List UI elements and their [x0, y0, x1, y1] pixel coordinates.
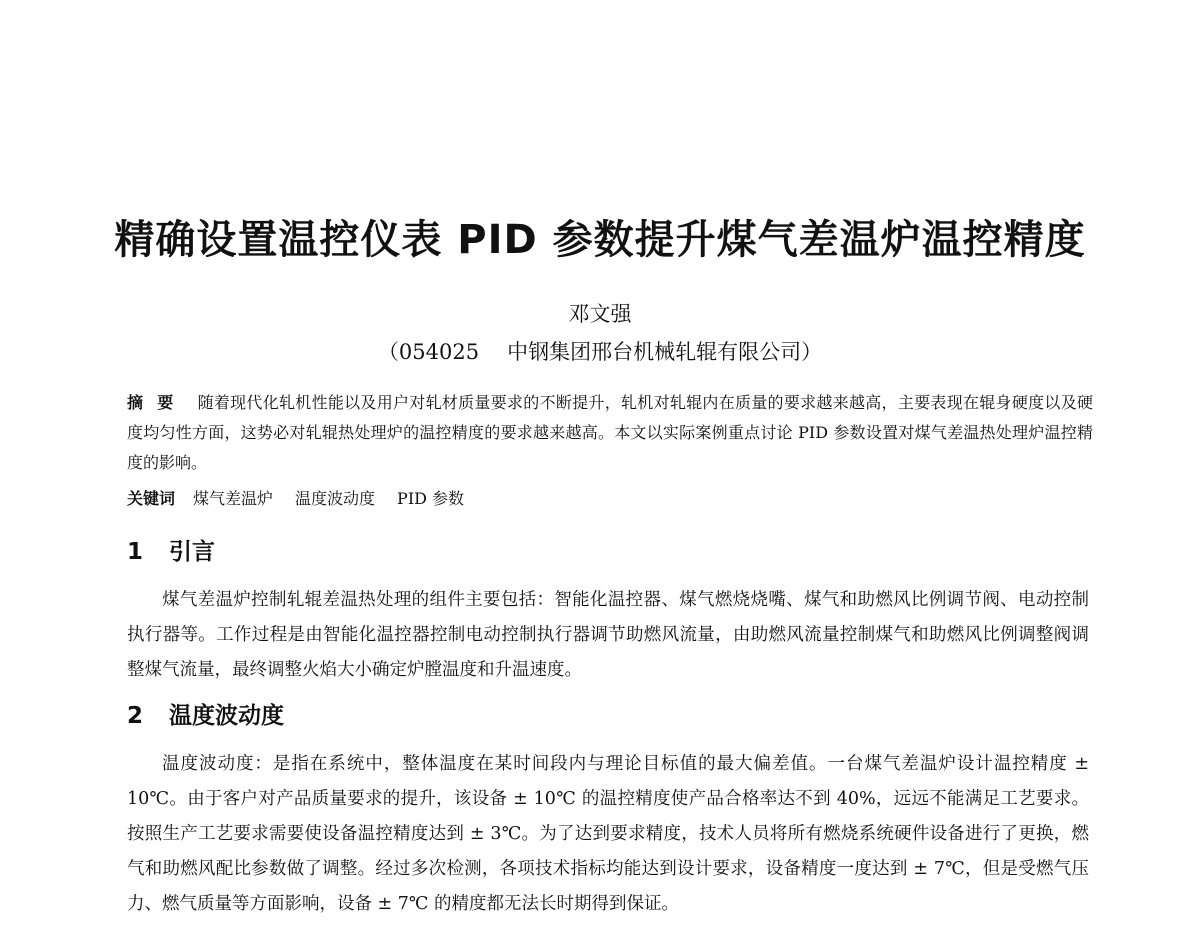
section-number: 2	[127, 703, 144, 729]
keywords	[127, 484, 1093, 514]
abstract-label: 摘要	[127, 393, 188, 412]
section-title: 温度波动度	[169, 703, 284, 729]
section-title: 引言	[169, 539, 215, 565]
keyword-term: 温度波动度	[295, 489, 376, 508]
section-heading	[127, 536, 215, 568]
section-paragraph: 煤气差温炉控制轧辊差温热处理的组件主要包括：智能化温控器、煤气燃烧烧嘴、煤气和助燃风比例调节阀、电动控制执行器等。工作过程是由智能化温控器控制电动控制执行器调节助燃风流量，由助燃风流量控制煤气和助燃风比例调整阀调整煤气流量，最终调整火焰大小确定炉膛温度和升温速度。	[127, 590, 1089, 680]
keywords-label: 关键词	[127, 489, 176, 508]
affiliation-close-paren: ）	[801, 340, 823, 364]
affiliation-open-paren: （	[377, 340, 399, 364]
section-heading	[127, 700, 284, 732]
affiliation-organization: 中钢集团邢台机械轧辊有限公司	[507, 340, 802, 364]
affiliation-postcode: 054025	[398, 340, 480, 364]
abstract-text: 随着现代化轧机性能以及用户对轧材质量要求的不断提升，轧机对轧辊内在质量的要求越来越高，主要表现在辊身硬度以及硬度均匀性方面，这势必对轧辊热处理炉的温控精度的要求越来越高。本文以实际案例重点讨论 PID 参数设置对煤气差温热处理炉温控精度的影响。	[127, 393, 1093, 472]
paper-title: 精确设置温控仪表 PID 参数提升煤气差温炉温控精度	[114, 217, 1086, 263]
keyword-term: 煤气差温炉	[193, 489, 274, 508]
section-paragraph: 温度波动度：是指在系统中，整体温度在某时间段内与理论目标值的最大偏差值。一台煤气差温炉设计温控精度 ± 10℃。由于客户对产品质量要求的提升，该设备 ± 10℃ 的温控精度使产品合格率达不到 40%，远远不能满足工艺要求。按照生产工艺要求需要使设备温控精度达到 ± 3℃。为了达到要求精度，技术人员将所有燃烧系统硬件设备进行了更换，燃气和助燃风配比参数做了调整。经过多次检测，各项技术指标均能达到设计要求，设备精度一度达到 ± 7℃，但是受燃气压力、燃气质量等方面影响，设备 ± 7℃ 的精度都无法长时期得到保证。	[127, 754, 1089, 914]
keyword-term: PID 参数	[397, 489, 465, 508]
abstract	[127, 388, 1093, 478]
affiliation	[0, 337, 1200, 367]
section-number: 1	[127, 539, 144, 565]
author-name: 邓文强	[568, 302, 632, 326]
